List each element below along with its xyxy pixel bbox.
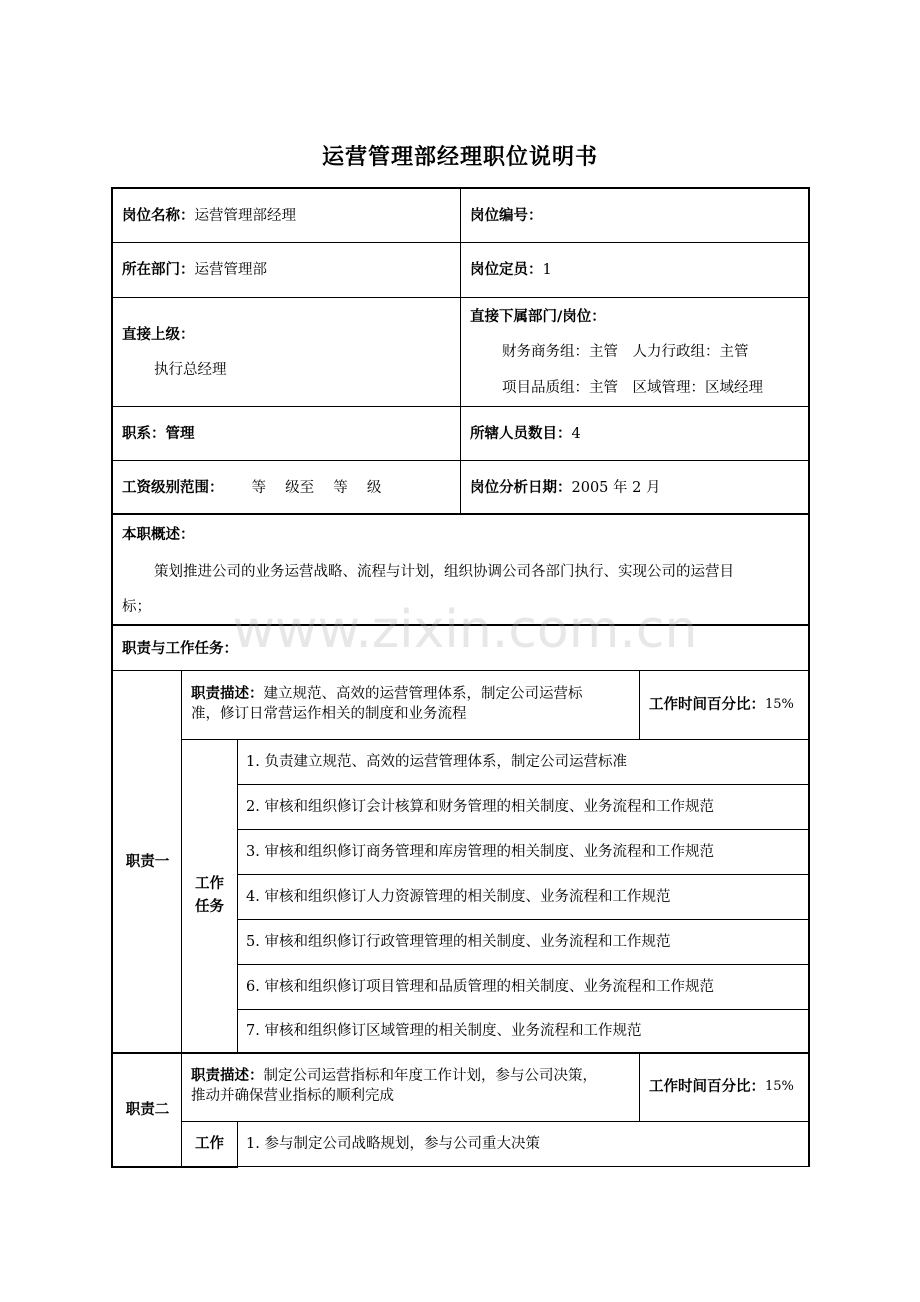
duty-2-desc-label: 职责描述： (191, 1068, 264, 1084)
duty-2-desc-line-2: 推动并确保营业指标的顺利完成 (191, 1088, 394, 1104)
duties-header: 职责与工作任务： (122, 640, 238, 657)
duty-1-time-cell (639, 670, 810, 740)
staff-count-cell (460, 406, 810, 461)
duty-1-tasks-label-line-2: 任务 (195, 899, 224, 915)
duty-1-task-1: 1. 负责建立规范、高效的运营管理体系，制定公司运营标准 (246, 754, 627, 770)
position-code-label: 岗位编号： (470, 208, 543, 224)
summary-text-line-1: 策划推进公司的业务运营战略、流程与计划，组织协调公司各部门执行、实现公司的运营目 (154, 564, 734, 580)
duty-1-task-3: 3. 审核和组织修订商务管理和库房管理的相关制度、业务流程和工作规范 (246, 844, 714, 860)
duty-1-task-row (237, 784, 810, 830)
summary-text-line-2: 标； (122, 599, 151, 615)
salary-range-label: 工资级别范围： (122, 479, 224, 496)
duty-1-label: 职责一 (125, 853, 170, 870)
watermark: www.zixin.com.cn (232, 600, 698, 660)
duty-1-task-5: 5. 审核和组织修订行政管理管理的相关制度、业务流程和工作规范 (246, 934, 671, 950)
headcount-label: 岗位定员： (470, 262, 543, 278)
job-family-cell (111, 406, 461, 461)
duty-1-task-7: 7. 审核和组织修订区域管理的相关制度、业务流程和工作规范 (246, 1023, 642, 1039)
duty-2-label: 职责二 (125, 1101, 170, 1118)
duty-1-task-4: 4. 审核和组织修订人力资源管理的相关制度、业务流程和工作规范 (246, 889, 671, 905)
subordinates-label: 直接下属部门/岗位： (470, 309, 606, 325)
position-code-cell (460, 187, 810, 243)
document-title: 运营管理部经理职位说明书 (321, 145, 598, 170)
duty-1-desc-cell (181, 670, 640, 740)
subordinates-line-1: 财务商务组：主管 人力行政组：主管 (502, 344, 749, 360)
duty-1-desc-line-2: 准，修订日常营运作相关的制度和业务流程 (191, 706, 467, 722)
summary-label: 本职概述： (122, 527, 195, 543)
superior-label: 直接上级： (122, 327, 195, 343)
subordinates-cell (460, 297, 810, 407)
duty-2-desc-line-1: 制定公司运营指标和年度工作计划，参与公司决策， (263, 1068, 597, 1084)
department-value: 运营管理部 (194, 262, 267, 278)
duty-1-task-6: 6. 审核和组织修订项目管理和品质管理的相关制度、业务流程和工作规范 (246, 979, 714, 995)
staff-count-label: 所辖人员数目： (470, 425, 572, 442)
analysis-date-cell (460, 460, 810, 515)
headcount-cell (460, 242, 810, 298)
superior-value: 执行总经理 (154, 362, 227, 378)
duty-2-time-cell (639, 1052, 810, 1122)
department-cell (111, 242, 461, 298)
duty-1-label-cell (111, 670, 182, 1054)
duty-1-desc-label: 职责描述： (191, 686, 264, 702)
position-name-value: 运营管理部经理 (194, 208, 296, 224)
superior-cell (111, 297, 461, 407)
duty-1-task-row (237, 874, 810, 920)
staff-count-value: 4 (571, 425, 581, 442)
duty-1-task-row (237, 1009, 810, 1054)
duty-2-tasks-label-line-1: 工作 (195, 1136, 224, 1152)
duty-1-task-2: 2. 审核和组织修订会计核算和财务管理的相关制度、业务流程和工作规范 (246, 799, 714, 815)
duty-1-tasks-label-cell (181, 739, 238, 1054)
duty-2-time-label: 工作时间百分比： (649, 1079, 765, 1095)
department-label: 所在部门： (122, 262, 195, 278)
duty-2-task-row (237, 1121, 810, 1167)
duty-1-task-row (237, 739, 810, 785)
headcount-value: 1 (542, 262, 552, 278)
duty-2-tasks-label-cell (181, 1121, 238, 1168)
position-name-cell (111, 187, 461, 243)
duty-1-time-value: 15% (765, 697, 794, 712)
analysis-date-value: 2005 年 2 月 (571, 479, 661, 496)
duty-2-task-1: 1. 参与制定公司战略规划，参与公司重大决策 (246, 1136, 540, 1152)
job-family-value: 管理 (165, 425, 195, 442)
analysis-date-label: 岗位分析日期： (470, 479, 572, 496)
subordinates-line-2: 项目品质组：主管 区域管理：区域经理 (502, 380, 763, 396)
duty-1-tasks-label-line-1: 工作 (195, 876, 224, 892)
duty-1-time-label: 工作时间百分比： (649, 697, 765, 713)
duty-2-desc-cell (181, 1052, 640, 1122)
position-name-label: 岗位名称： (122, 208, 195, 224)
duty-1-desc-line-1: 建立规范、高效的运营管理体系，制定公司运营标 (263, 686, 583, 702)
summary-cell (111, 513, 810, 626)
duty-2-time-value: 15% (765, 1079, 794, 1094)
job-family-label: 职系： (122, 425, 166, 442)
duty-1-task-row (237, 964, 810, 1010)
duties-header-cell (111, 624, 810, 671)
duty-2-label-cell (111, 1052, 182, 1168)
duty-1-task-row (237, 829, 810, 875)
duty-1-task-row (237, 919, 810, 965)
salary-range-cell (111, 460, 461, 515)
salary-range-value: 等 级至 等 级 (251, 479, 382, 496)
